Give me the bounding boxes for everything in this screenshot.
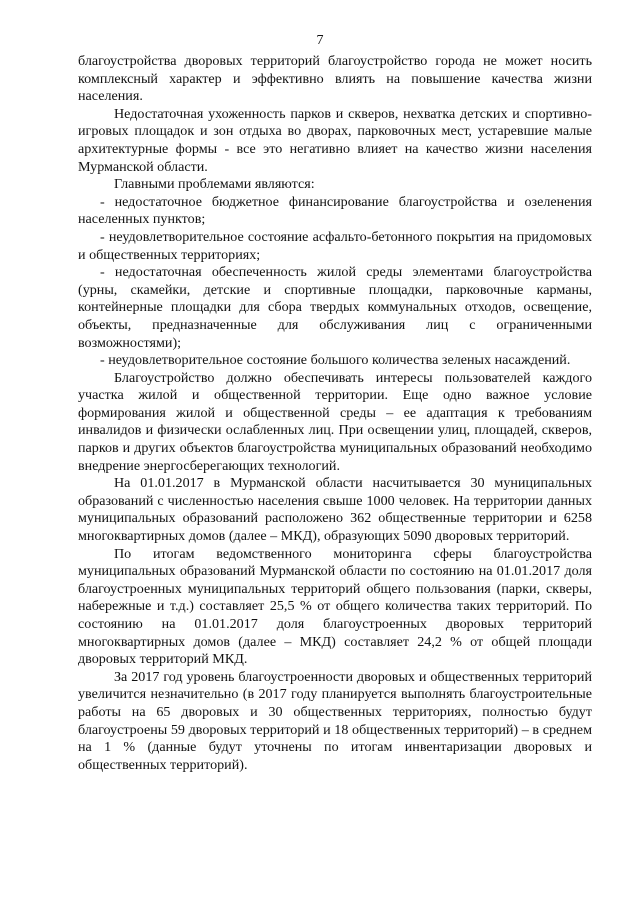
paragraph-municipalities: На 01.01.2017 в Мурманской области насчитывается 30 муниципальных образований с численностью населения свыше 1000 человек. На территории данных муниципальных образований расположено 362 общественные территории и 6258 многоквартирных домов (далее – МКД), образующих 5090 дворовых территорий. xyxy=(78,475,592,545)
page-number: 7 xyxy=(316,33,324,48)
paragraph-monitoring: По итогам ведомственного мониторинга сферы благоустройства муниципальных образований Мурманской области по состоянию на 01.01.2017 доля благоустроенных муниципальных территорий общего пользования (парки, скверы, набережные и т.д.) составляет 25,5 % от общего количества таких территорий. По состоянию на 01.01.2017 доля благоустроенных дворовых территорий многоквартирных домов (далее – МКД) составляет 24,2 % от общей площади дворовых территорий МКД. xyxy=(78,545,592,668)
paragraph-problems-heading: Главными проблемами являются: xyxy=(114,176,315,193)
paragraph-park-issues: Недостаточная ухоженность парков и скверов, нехватка детских и спортивно-игровых площадок и зон отдыха во дворах, парковочных мест, устаревшие малые архитектурные формы - все это негативно влияет на качество жизни населения Мурманской области. xyxy=(78,105,592,175)
paragraph-continuation: благоустройства дворовых территорий благоустройство города не может носить комплексный характер и эффективно влиять на повышение качества жизни населения. xyxy=(78,53,592,105)
paragraph-2017-plan: За 2017 год уровень благоустроенности дворовых и общественных территорий увеличится незначительно (в 2017 году планируется выполнять благоустроительные работы на 65 дворовых и 30 общественных территориях, полностью будут благоустроены 59 дворовых территорий и 18 общественных территорий) – в среднем на 1 % (данные будут уточнены по итогам инвентаризации дворовых и общественных территорий). xyxy=(78,668,592,773)
list-item-asphalt: - неудовлетворительное состояние асфальто-бетонного покрытия на придомовых и общественных территориях; xyxy=(78,228,592,263)
document-body xyxy=(78,53,592,774)
list-item-funding: - недостаточное бюджетное финансирование благоустройства и озеленения населенных пунктов; xyxy=(78,193,592,228)
list-item-green-areas: - неудовлетворительное состояние большого количества зеленых насаждений. xyxy=(100,352,571,369)
list-item-amenities: - недостаточная обеспеченность жилой среды элементами благоустройства (урны, скамейки, детские и спортивные площадки, парковочные карманы, контейнерные площадки для сбора твердых коммунальных отходов, освещение, объекты, предназначенные для обслуживания лиц с ограниченными возможностями); xyxy=(78,264,592,351)
paragraph-user-interests: Благоустройство должно обеспечивать интересы пользователей каждого участка жилой и общественной территории. Еще одно важное условие формирования жилой и общественной среды – ее адаптация к требованиям инвалидов и физически ослабленных лиц. При освещении улиц, площадей, скверов, парков и других объектов благоустройства муниципальных образований необходимо внедрение энергосберегающих технологий. xyxy=(78,369,592,474)
